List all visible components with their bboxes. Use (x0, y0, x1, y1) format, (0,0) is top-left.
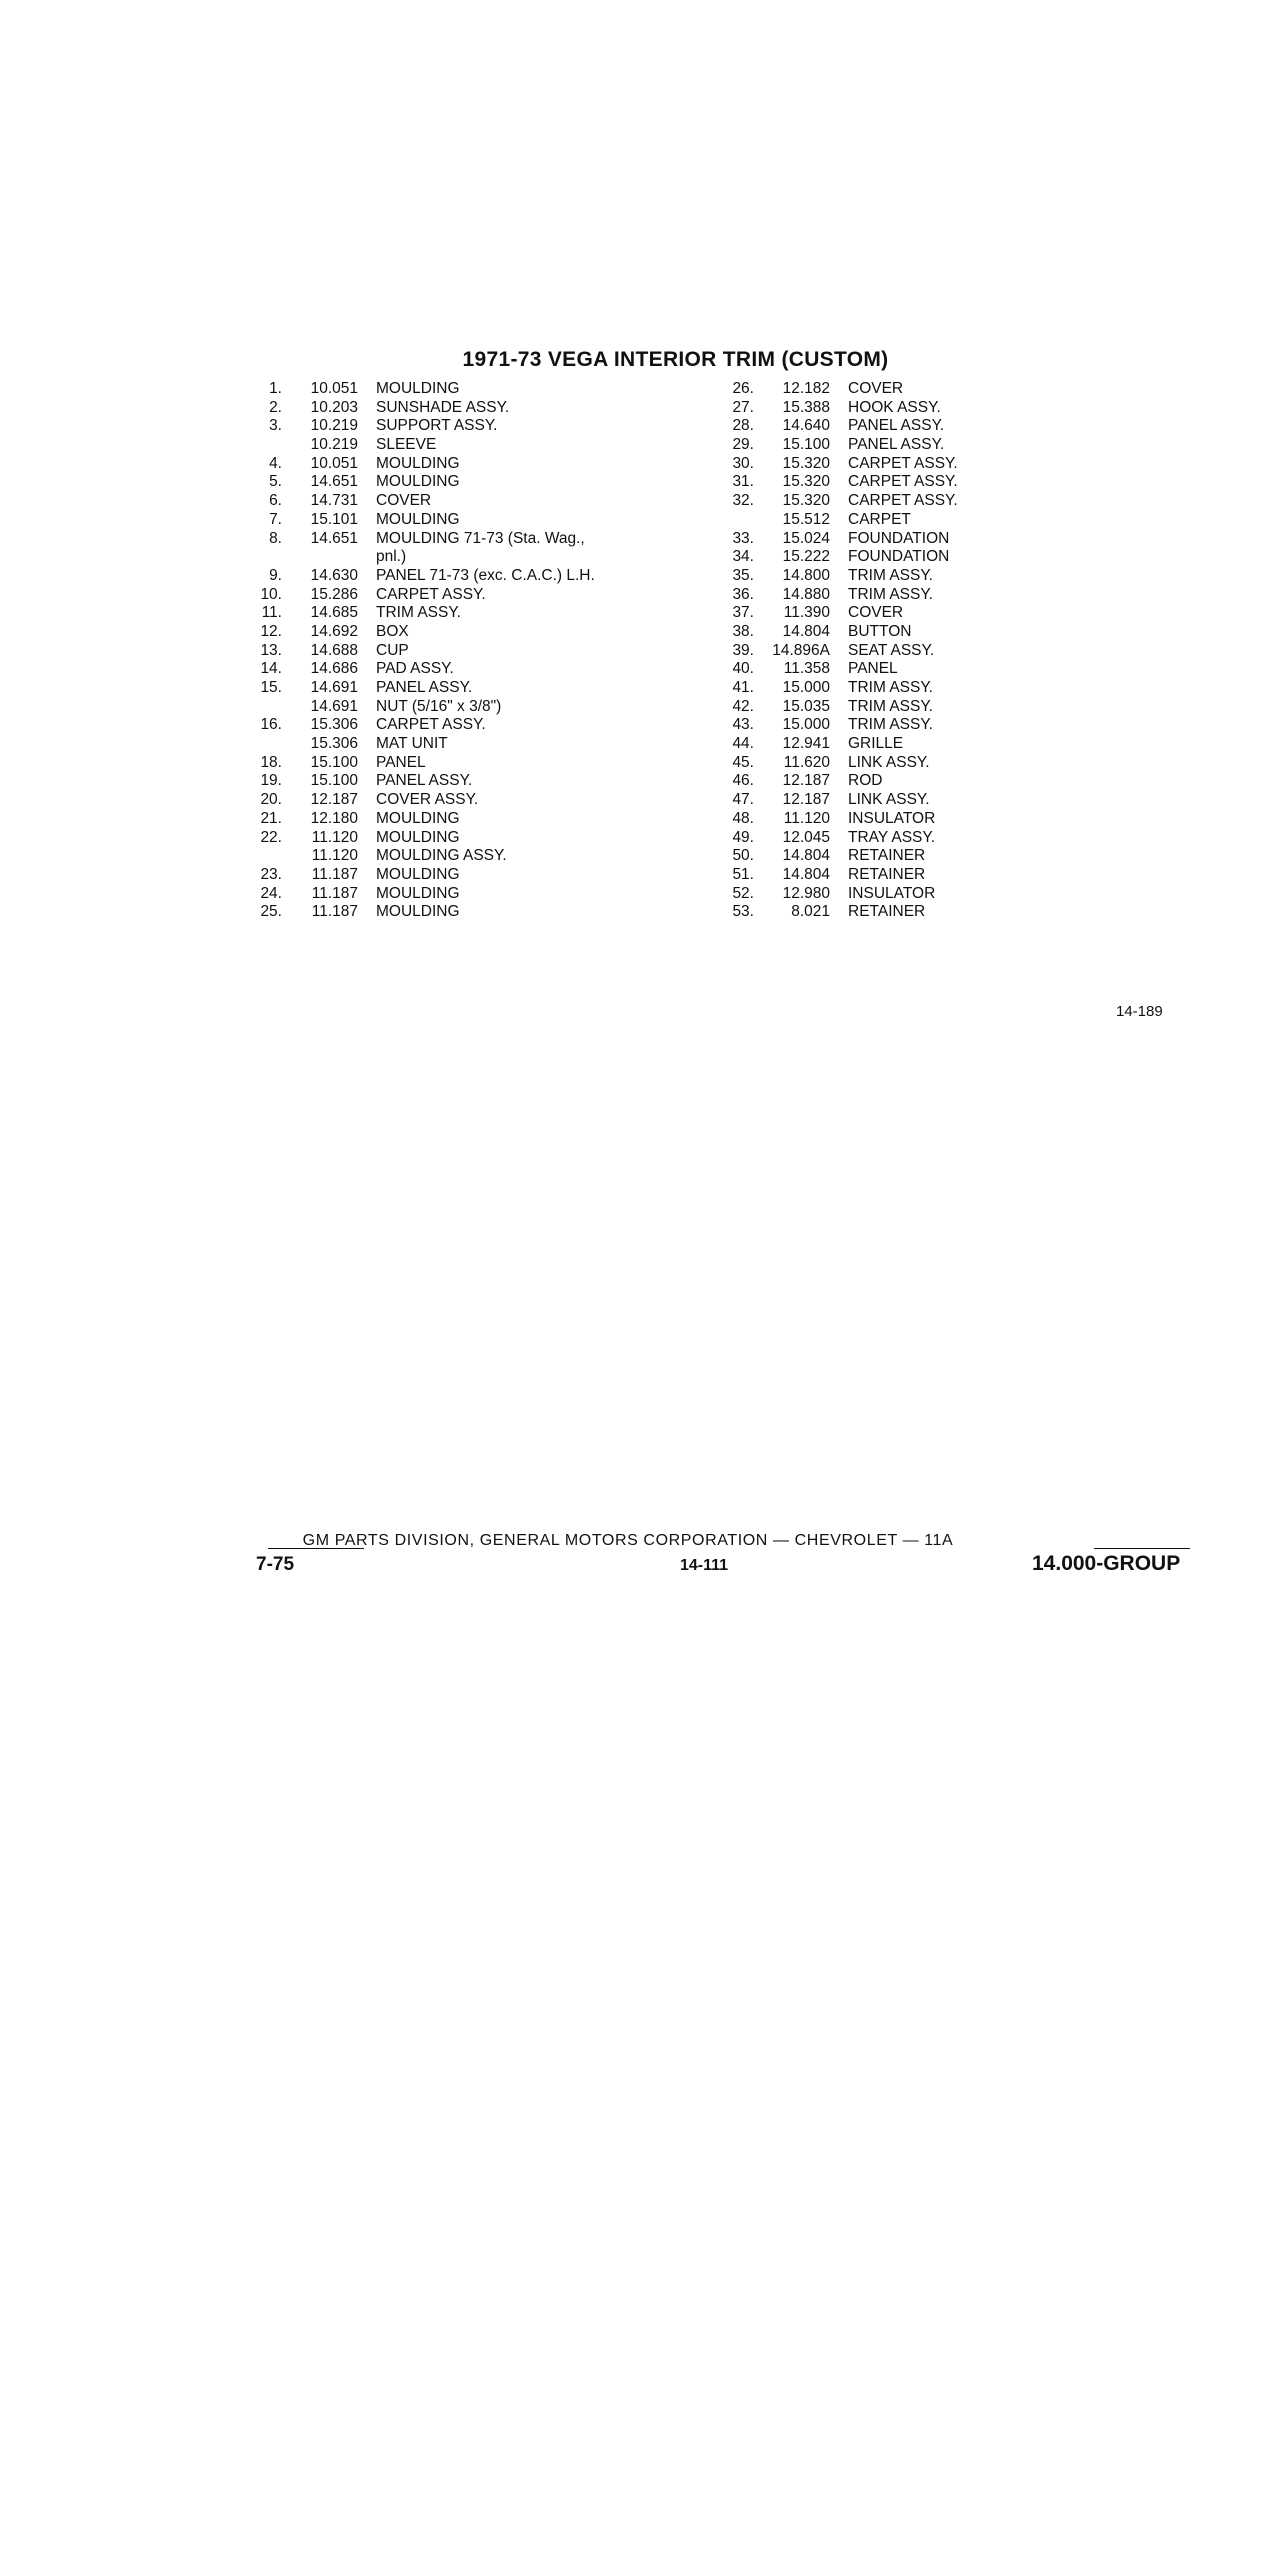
part-group-number: 10.051 (310, 380, 358, 397)
item-number: 49. (732, 828, 754, 846)
part-description: PANEL (848, 660, 898, 678)
part-group-number: 15.101 (310, 510, 358, 528)
part-description: TRIM ASSY. (848, 585, 933, 603)
parts-list-row (712, 810, 958, 829)
part-group-number: 14.630 (310, 566, 358, 584)
item-number: 44. (732, 735, 754, 753)
part-description: FOUNDATION (848, 548, 950, 566)
part-description: NUT (5/16" x 3/8") (376, 697, 502, 715)
part-description: RETAINER (848, 847, 926, 865)
parts-list-left (240, 380, 595, 922)
item-number: 37. (732, 604, 754, 622)
parts-list-row (240, 810, 595, 829)
parts-list-row (240, 772, 595, 791)
item-number: 10. (260, 585, 282, 603)
parts-list-row (712, 866, 958, 885)
parts-list-row (712, 492, 958, 511)
item-number: 33. (732, 529, 754, 547)
item-number: 27. (732, 398, 754, 416)
parts-list-row (240, 417, 595, 436)
part-description: CARPET ASSY. (848, 492, 958, 510)
item-number (712, 511, 760, 530)
parts-list-row (240, 903, 595, 922)
parts-list-row (240, 380, 595, 399)
part-description: ROD (848, 772, 883, 790)
item-number: 26. (732, 380, 754, 397)
parts-list-row (712, 511, 958, 530)
part-description: PANEL ASSY. (848, 417, 945, 435)
parts-list-row (240, 623, 595, 642)
part-group-number: 12.180 (310, 809, 358, 827)
footer-page-number: 14-111 (680, 1557, 729, 1574)
part-group-number: 14.804 (782, 847, 830, 865)
part-group-number: 14.692 (310, 622, 358, 640)
parts-list-row (240, 885, 595, 904)
part-description: COVER ASSY. (376, 791, 479, 809)
part-description: CARPET ASSY. (848, 454, 958, 472)
item-number: 19. (260, 772, 282, 790)
part-description: BOX (376, 622, 409, 640)
part-group-number: 12.941 (782, 735, 830, 753)
item-number: 4. (269, 454, 282, 472)
part-group-number: 11.187 (311, 884, 358, 902)
parts-list-row (712, 791, 958, 810)
part-group-number: 10.219 (310, 417, 358, 435)
item-number: 22. (260, 828, 282, 846)
part-description: TRIM ASSY. (848, 697, 933, 715)
part-description: MOULDING (376, 865, 460, 883)
item-number: 46. (732, 772, 754, 790)
part-description: FOUNDATION (848, 529, 950, 547)
part-group-number: 15.388 (782, 398, 830, 416)
part-group-number: 12.187 (782, 791, 830, 809)
item-number: 16. (260, 716, 282, 734)
parts-list-row (712, 735, 958, 754)
part-description: MOULDING (376, 884, 460, 902)
part-description: PANEL (376, 753, 426, 771)
part-group-number: 11.358 (783, 660, 830, 678)
part-group-number: 11.187 (311, 903, 358, 921)
parts-list-row (240, 473, 595, 492)
item-number: 45. (732, 753, 754, 771)
part-group-number: 14.880 (782, 585, 830, 603)
part-description: SEAT ASSY. (848, 641, 935, 659)
part-description: MOULDING (376, 828, 460, 846)
part-group-number: 14.685 (310, 604, 358, 622)
parts-list-row (712, 716, 958, 735)
part-group-number: 12.187 (310, 791, 358, 809)
part-description: SUNSHADE ASSY. (376, 398, 510, 416)
footer-publisher: GM PARTS DIVISION, GENERAL MOTORS CORPORATION — CHEVROLET — 11A (302, 1532, 954, 1549)
parts-list-row (240, 530, 595, 549)
parts-list-row (240, 735, 595, 754)
item-number: 34. (732, 548, 754, 566)
parts-list-right (712, 380, 958, 922)
item-number: 11. (261, 604, 282, 622)
parts-list-row (712, 829, 958, 848)
part-description: MOULDING (376, 510, 460, 528)
part-group-number: 11.187 (311, 865, 358, 883)
part-group-number: 14.804 (782, 865, 830, 883)
part-description: COVER (376, 492, 432, 510)
footer-group: 14.000-GROUP (1032, 1552, 1181, 1575)
part-group-number: 15.100 (310, 753, 358, 771)
part-group-number: 14.651 (310, 529, 358, 547)
parts-list-row (712, 623, 958, 642)
item-number: 48. (732, 809, 754, 827)
part-description: GRILLE (848, 735, 904, 753)
part-group-number: 12.045 (782, 828, 830, 846)
item-number: 51. (732, 865, 754, 883)
part-group-number: 15.100 (310, 772, 358, 790)
part-description: PANEL 71-73 (exc. C.A.C.) L.H. (376, 566, 595, 584)
parts-list-row (712, 754, 958, 773)
part-group-number: 12.187 (782, 772, 830, 790)
parts-list-row (712, 847, 958, 866)
parts-list-row (240, 754, 595, 773)
part-group-number: 15.000 (782, 716, 830, 734)
parts-list-row (712, 530, 958, 549)
parts-list-row (712, 417, 958, 436)
part-group-number: 14.640 (782, 417, 830, 435)
parts-list-row (712, 604, 958, 623)
part-group-number: 12.980 (782, 884, 830, 902)
part-description: MOULDING ASSY. (376, 847, 507, 865)
part-group-number: 15.320 (782, 473, 830, 491)
parts-list-row (712, 455, 958, 474)
item-number: 8. (269, 529, 282, 547)
part-group-number: 15.024 (782, 529, 830, 547)
part-description: PAD ASSY. (376, 660, 454, 678)
part-group-number: 8.021 (791, 903, 830, 921)
part-description: CARPET ASSY. (376, 585, 486, 603)
item-number: 23. (260, 865, 282, 883)
item-number: 14. (260, 660, 282, 678)
part-group-number: 15.320 (782, 492, 830, 510)
part-description: pnl.) (376, 548, 407, 566)
part-group-number: 15.306 (310, 735, 358, 753)
item-number: 25. (260, 903, 282, 921)
item-number (240, 436, 288, 455)
item-number (240, 698, 288, 717)
item-number (240, 548, 288, 567)
part-group-number: 15.306 (310, 716, 358, 734)
part-description: SLEEVE (376, 436, 437, 454)
parts-list-row (240, 698, 595, 717)
item-number: 28. (732, 417, 754, 435)
part-description: MOULDING (376, 380, 460, 397)
part-group-number: 15.222 (782, 548, 830, 566)
part-group-number: 14.688 (310, 641, 358, 659)
part-description: TRIM ASSY. (848, 679, 933, 696)
part-description: MOULDING (376, 903, 460, 921)
item-number: 35. (732, 566, 754, 584)
part-group-number: 11.620 (783, 753, 830, 771)
parts-list-row (240, 847, 595, 866)
part-description: CARPET ASSY. (848, 473, 958, 491)
part-group-number: 11.120 (311, 828, 358, 846)
item-number: 42. (732, 697, 754, 715)
parts-list-row (240, 866, 595, 885)
parts-list-row (712, 772, 958, 791)
part-group-number: 15.035 (782, 697, 830, 715)
item-number: 21. (260, 809, 282, 827)
item-number: 29. (732, 436, 754, 454)
part-group-number: 10.203 (310, 398, 358, 416)
part-group-number: 15.100 (782, 436, 830, 454)
part-group-number: 15.000 (782, 679, 830, 696)
part-group-number: 15.320 (782, 454, 830, 472)
part-description: MAT UNIT (376, 735, 448, 753)
parts-list-row (240, 548, 595, 567)
part-group-number: 11.120 (783, 809, 830, 827)
parts-list-row (240, 716, 595, 735)
part-description: LINK ASSY. (848, 753, 930, 771)
part-description: CARPET (848, 510, 911, 528)
parts-list-row (712, 642, 958, 661)
item-number: 31. (732, 473, 754, 491)
parts-list-row (240, 436, 595, 455)
part-group-number: 14.804 (782, 622, 830, 640)
part-description: RETAINER (848, 903, 926, 921)
parts-list-row (240, 679, 595, 698)
part-description: CARPET ASSY. (376, 716, 486, 734)
parts-list-row (240, 642, 595, 661)
part-group-number: 10.219 (310, 436, 358, 454)
parts-list-row (712, 679, 958, 698)
part-description: RETAINER (848, 865, 926, 883)
parts-list-row (712, 436, 958, 455)
item-number: 38. (732, 622, 754, 640)
parts-list-row (712, 586, 958, 605)
item-number: 1. (269, 380, 282, 397)
parts-list-row (712, 548, 958, 567)
item-number (240, 847, 288, 866)
item-number: 5. (269, 473, 282, 491)
part-group-number (288, 548, 358, 567)
item-number: 7. (269, 510, 282, 528)
item-number: 43. (732, 716, 754, 734)
part-description: TRIM ASSY. (376, 604, 461, 622)
item-number: 13. (260, 641, 282, 659)
page-title: 1971-73 VEGA INTERIOR TRIM (CUSTOM) (462, 348, 889, 371)
parts-list-row (240, 455, 595, 474)
parts-list-row (712, 473, 958, 492)
parts-list-row (240, 829, 595, 848)
part-description: MOULDING (376, 454, 460, 472)
part-group-number: 14.731 (310, 492, 358, 510)
item-number: 41. (732, 679, 754, 696)
part-description: TRIM ASSY. (848, 566, 933, 584)
part-group-number: 15.512 (782, 510, 830, 528)
part-description: PANEL ASSY. (376, 772, 473, 790)
parts-list-row (240, 399, 595, 418)
part-description: MOULDING (376, 473, 460, 491)
part-group-number: 14.896A (772, 641, 830, 659)
parts-list-row (712, 660, 958, 679)
footer-date: 7-75 (256, 1554, 295, 1575)
item-number: 3. (269, 417, 282, 435)
part-description: MOULDING 71-73 (Sta. Wag., (376, 529, 585, 547)
item-number: 2. (269, 398, 282, 416)
parts-list-row (240, 492, 595, 511)
part-description: COVER (848, 604, 904, 622)
item-number: 39. (732, 641, 754, 659)
item-number (240, 735, 288, 754)
item-number: 24. (260, 884, 282, 902)
part-description: INSULATOR (848, 884, 936, 902)
parts-list-row (240, 511, 595, 530)
part-description: CUP (376, 641, 409, 659)
part-description: SUPPORT ASSY. (376, 417, 498, 435)
part-group-number: 14.686 (310, 660, 358, 678)
part-description: PANEL ASSY. (376, 679, 473, 696)
item-number: 15. (260, 679, 282, 696)
parts-list-row (712, 698, 958, 717)
parts-list-row (240, 660, 595, 679)
part-group-number: 10.051 (310, 454, 358, 472)
part-description: COVER (848, 380, 904, 397)
part-group-number: 14.651 (310, 473, 358, 491)
item-number: 32. (732, 492, 754, 510)
parts-list-row (712, 567, 958, 586)
item-number: 36. (732, 585, 754, 603)
part-group-number: 14.691 (310, 697, 358, 715)
item-number: 18. (260, 753, 282, 771)
part-description: TRAY ASSY. (848, 828, 936, 846)
item-number: 40. (732, 660, 754, 678)
part-description: BUTTON (848, 622, 912, 640)
parts-list-row (712, 903, 958, 922)
parts-list-row (712, 885, 958, 904)
part-group-number: 11.390 (783, 604, 830, 622)
item-number: 47. (732, 791, 754, 809)
part-group-number: 12.182 (782, 380, 830, 397)
parts-list-row (240, 604, 595, 623)
parts-list-row (240, 586, 595, 605)
item-number: 30. (732, 454, 754, 472)
part-description: PANEL ASSY. (848, 436, 945, 454)
illustration-ref-code: 14-189 (1116, 1003, 1163, 1020)
part-group-number: 15.286 (310, 585, 358, 603)
parts-list-row (712, 399, 958, 418)
part-group-number: 14.691 (310, 679, 358, 696)
item-number: 50. (732, 847, 754, 865)
item-number: 52. (732, 884, 754, 902)
parts-list-row (712, 380, 958, 399)
item-number: 20. (260, 791, 282, 809)
part-group-number: 14.800 (782, 566, 830, 584)
item-number: 9. (269, 566, 282, 584)
parts-list-row (240, 791, 595, 810)
parts-list-row (240, 567, 595, 586)
item-number: 53. (732, 903, 754, 921)
part-description: MOULDING (376, 809, 460, 827)
item-number: 6. (269, 492, 282, 510)
part-description: HOOK ASSY. (848, 398, 941, 416)
part-description: TRIM ASSY. (848, 716, 933, 734)
part-description: LINK ASSY. (848, 791, 930, 809)
part-description: INSULATOR (848, 809, 936, 827)
part-group-number: 11.120 (311, 847, 358, 865)
item-number: 12. (260, 622, 282, 640)
